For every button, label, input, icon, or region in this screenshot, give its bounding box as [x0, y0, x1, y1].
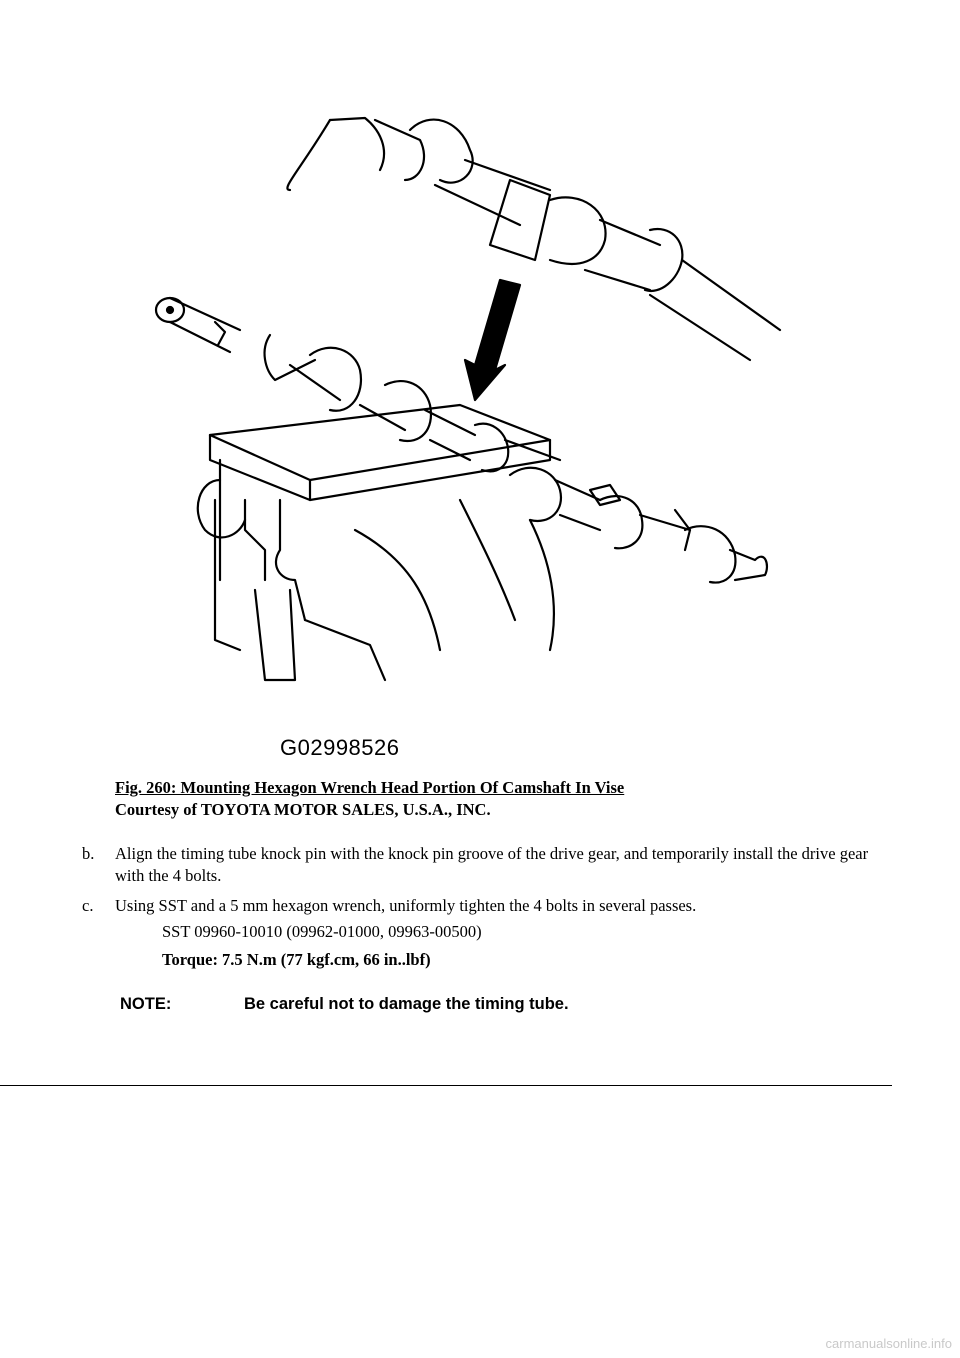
note-label: NOTE: — [120, 995, 172, 1013]
step-b — [82, 843, 892, 887]
camshaft — [156, 298, 767, 583]
figure-credit: Courtesy of TOYOTA MOTOR SALES, U.S.A., INC. — [115, 800, 491, 819]
step-marker: b. — [82, 844, 95, 863]
down-arrow-icon — [465, 280, 520, 400]
vise — [198, 405, 554, 680]
step-marker: c. — [82, 896, 94, 915]
procedure-steps — [82, 843, 892, 925]
figure-code: G02998526 — [280, 735, 400, 760]
camshaft-detail-view — [287, 118, 780, 360]
step-text: Using SST and a 5 mm hexagon wrench, uniformly tighten the 4 bolts in several passes. — [115, 896, 697, 915]
note-block — [120, 995, 569, 1014]
step-text: Align the timing tube knock pin with the knock pin groove of the drive gear, and temporarily install the drive gear with the 4 bolts. — [115, 844, 869, 885]
note-text: Be careful not to damage the timing tube. — [244, 995, 569, 1013]
camshaft-vise-illustration — [130, 60, 810, 760]
figure-caption — [115, 777, 624, 821]
figure-title: Fig. 260: Mounting Hexagon Wrench Head Portion Of Camshaft In Vise — [115, 778, 625, 797]
sst-spec: SST 09960-10010 (09962-01000, 09963-00500) — [162, 922, 482, 941]
step-c — [82, 895, 892, 917]
watermark-footer: carmanualsonline.info — [825, 1336, 952, 1351]
torque-spec: Torque: 7.5 N.m (77 kgf.cm, 66 in..lbf) — [162, 950, 431, 969]
page-divider — [0, 1085, 892, 1086]
